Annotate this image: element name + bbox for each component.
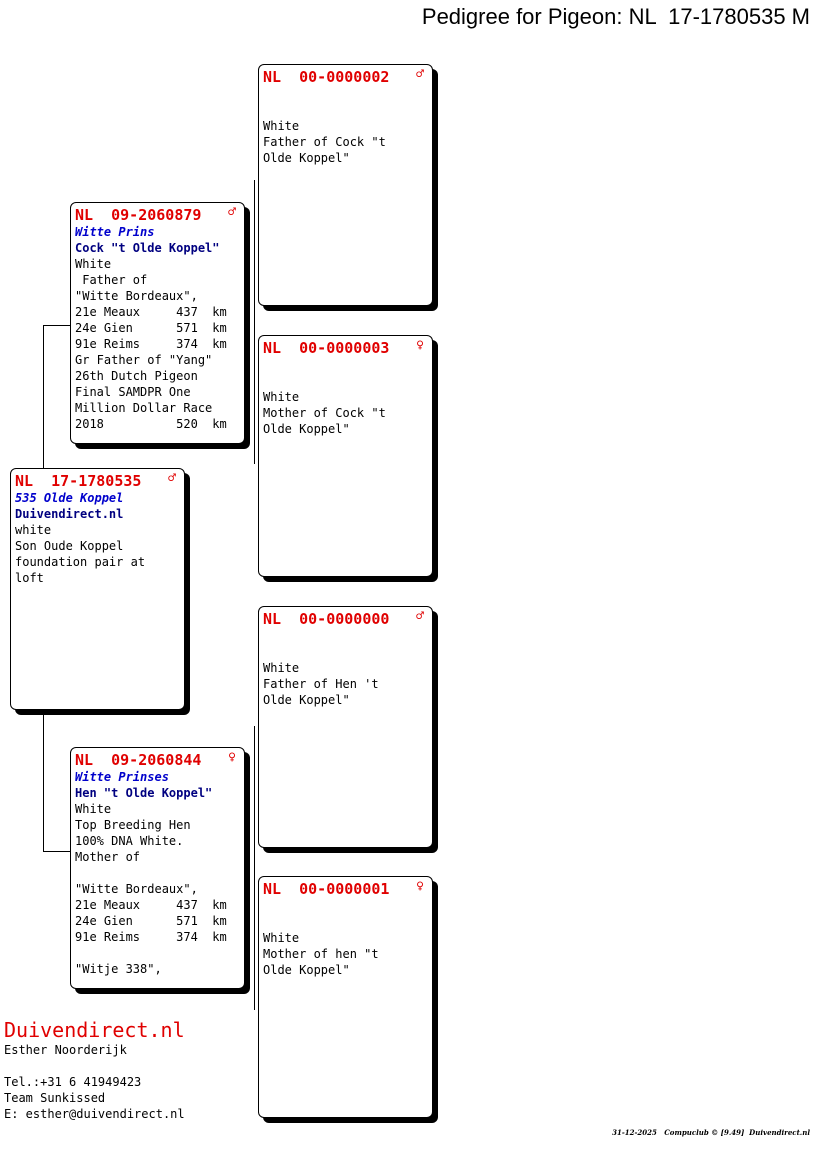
pigeon-note: Father of Cock "t: [263, 135, 386, 149]
pigeon-note: Father of: [75, 273, 148, 287]
pigeon-note: 91e Reims 374 km: [75, 930, 227, 944]
pigeon-card-father[interactable]: [70, 202, 245, 444]
pigeon-note: White: [263, 119, 300, 133]
pigeon-note: White: [75, 802, 112, 816]
female-icon: ♀: [416, 879, 424, 894]
pigeon-note: "Witte Bordeaux",: [75, 289, 198, 303]
breeder-team: Team Sunkissed: [4, 1091, 106, 1105]
breeder-info: [4, 1018, 185, 1122]
pigeon-note: foundation pair at: [15, 555, 146, 569]
ring-number: NL 00-0000001: [263, 880, 390, 898]
breeder-email[interactable]: E: esther@duivendirect.nl: [4, 1107, 185, 1121]
pigeon-note: White: [263, 390, 300, 404]
pigeon-card-father-father[interactable]: [258, 64, 433, 306]
pigeon-note: 100% DNA White.: [75, 834, 184, 848]
female-icon: ♀: [416, 338, 424, 353]
pigeon-note: Father of Hen 't: [263, 677, 379, 691]
pigeon-card-father-mother[interactable]: [258, 335, 433, 577]
pigeon-note: "Witte Bordeaux",: [75, 882, 198, 896]
breeder-name: Duivendirect.nl: [4, 1018, 185, 1042]
pigeon-note: Olde Koppel": [263, 151, 350, 165]
pigeon-owner: Duivendirect.nl: [15, 507, 124, 521]
pigeon-note: Olde Koppel": [263, 422, 350, 436]
footer-credits: 31-12-2025 Compuclub © [9.49] Duivendirect.nl: [612, 1128, 810, 1137]
pigeon-note: Mother of: [75, 850, 141, 864]
page-title: Pedigree for Pigeon: NL 17-1780535 M: [421, 4, 810, 29]
pigeon-note: "Witje 338",: [75, 962, 162, 976]
male-icon: ♂: [168, 471, 176, 486]
pigeon-note: 24e Gien 571 km: [75, 321, 227, 335]
breeder-contact: [4, 1058, 185, 1074]
pigeon-note: [75, 945, 240, 961]
pigeon-note: White: [75, 257, 112, 271]
breeder-contact: Esther Noorderijk: [4, 1043, 127, 1057]
pigeon-note: white: [15, 523, 52, 537]
pigeon-card-subject[interactable]: [10, 468, 185, 710]
pigeon-note: Final SAMDPR One: [75, 385, 191, 399]
ring-number: NL 09-2060844: [75, 751, 202, 769]
pigeon-name: Witte Prinses: [75, 770, 169, 784]
pigeon-note: Son Oude Koppel: [15, 539, 124, 553]
pigeon-owner: Cock "t Olde Koppel": [75, 241, 220, 255]
breeder-phone: Tel.:+31 6 41949423: [4, 1075, 142, 1089]
pigeon-note: Mother of hen "t: [263, 947, 379, 961]
pigeon-note: Olde Koppel": [263, 693, 350, 707]
connector-to-mother: [43, 851, 71, 852]
pigeon-card-mother[interactable]: [70, 747, 245, 989]
ring-number: NL 00-0000002: [263, 68, 390, 86]
ring-number: NL 00-0000000: [263, 610, 390, 628]
male-icon: ♂: [416, 609, 424, 624]
pigeon-note: Mother of Cock "t: [263, 406, 386, 420]
pigeon-card-mother-father[interactable]: [258, 606, 433, 848]
pigeon-name: Witte Prins: [75, 225, 155, 239]
ring-number: NL 17-1780535: [15, 472, 142, 490]
connector-to-father: [43, 325, 71, 326]
pigeon-note: Gr Father of "Yang": [75, 353, 213, 367]
pigeon-note: 24e Gien 571 km: [75, 914, 227, 928]
pigeon-note: 21e Meaux 437 km: [75, 305, 227, 319]
pigeon-note: Top Breeding Hen: [75, 818, 191, 832]
pigeon-note: [75, 865, 240, 881]
male-icon: ♂: [228, 205, 236, 220]
pigeon-note: loft: [15, 571, 44, 585]
pigeon-note: Olde Koppel": [263, 963, 350, 977]
female-icon: ♀: [228, 750, 236, 765]
pigeon-note: 2018 520 km: [75, 417, 227, 431]
connector-mother-parents: [254, 726, 255, 1010]
pigeon-note: White: [263, 661, 300, 675]
pigeon-note: 21e Meaux 437 km: [75, 898, 227, 912]
pigeon-note: Million Dollar Race: [75, 401, 213, 415]
pigeon-note: 91e Reims 374 km: [75, 337, 227, 351]
pigeon-card-mother-mother[interactable]: [258, 876, 433, 1118]
male-icon: ♂: [416, 67, 424, 82]
pigeon-owner: Hen "t Olde Koppel": [75, 786, 213, 800]
pigeon-note: 26th Dutch Pigeon: [75, 369, 198, 383]
ring-number: NL 00-0000003: [263, 339, 390, 357]
pigeon-note: White: [263, 931, 300, 945]
pigeon-name: 535 Olde Koppel: [15, 491, 124, 505]
connector-father-parents: [254, 180, 255, 464]
ring-number: NL 09-2060879: [75, 206, 202, 224]
